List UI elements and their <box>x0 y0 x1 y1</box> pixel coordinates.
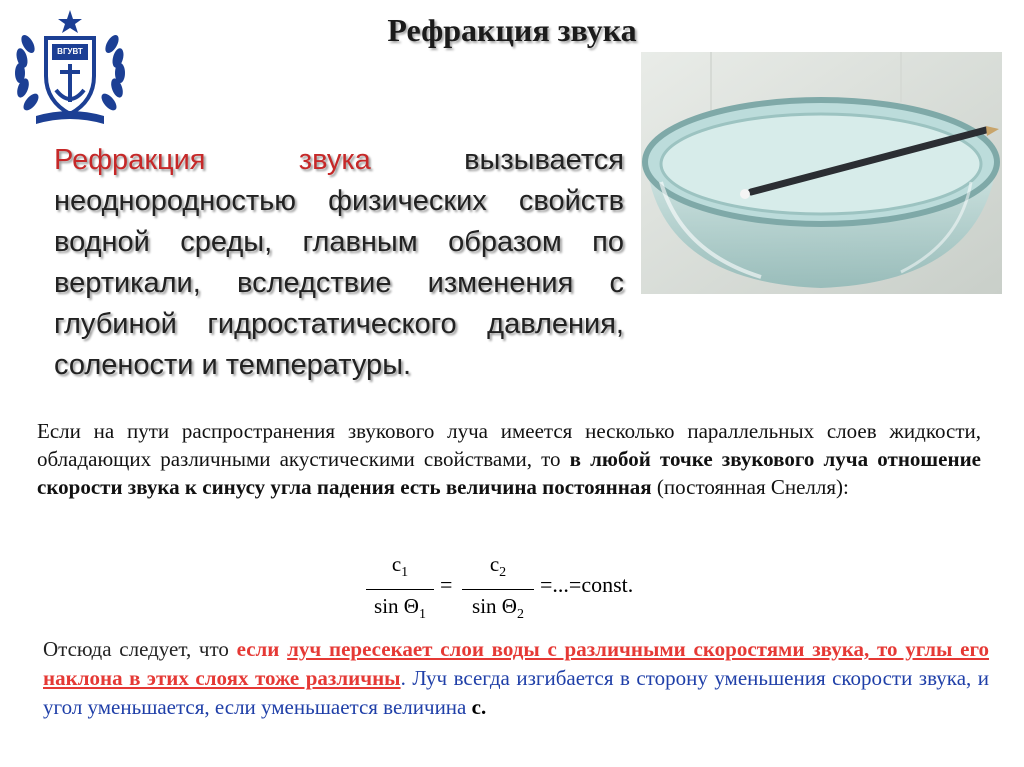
logo-text: ВГУВТ <box>57 47 83 56</box>
snell-text-2: (постоянная Снелля): <box>651 475 849 499</box>
snell-bold-text: в любой точке звукового луча отношение скорости звука к синусу угла падения есть величина постоянная <box>37 447 981 499</box>
fraction-2 <box>462 552 534 627</box>
fraction-1 <box>366 552 434 627</box>
snell-text-1: Если на пути распространения звукового луча имеется несколько параллельных слоев жидкости, обладающих различными акустическими свойствами, то <box>37 419 981 471</box>
conclusion-text-1: Отсюда следует, что <box>43 637 237 661</box>
bowl-photo <box>641 52 1002 294</box>
snell-paragraph <box>37 417 981 501</box>
equals-sign: = <box>440 572 453 597</box>
intro-rest: вызывается неоднородностью физических свойств водной среды, главным образом по вертикали, вследствие изменения с глубиной гидростатического давления, солености и температуры. <box>54 144 625 381</box>
fraction-2-numerator-sub: 2 <box>499 565 507 581</box>
fraction-2-denominator: sin Θ <box>472 594 517 619</box>
conclusion-red-text: если <box>236 637 288 661</box>
intro-paragraph <box>54 140 624 386</box>
fraction-1-denominator-sub: 1 <box>418 607 426 623</box>
conclusion-paragraph <box>43 635 989 722</box>
conclusion-text-2: . Луч всегда изгибается в сторону уменьшения скорости звука, и угол уменьшается, если уменьшается величина <box>43 666 989 719</box>
snell-formula <box>366 552 686 622</box>
slide-title: Рефракция звука <box>387 12 637 48</box>
conclusion-underlined-text: луч пересекает слои воды с различными скоростями звука, то углы его наклона в этих слоях тоже различны <box>43 637 989 690</box>
intro-lead: Рефракция звука <box>54 144 371 176</box>
fraction-2-numerator: c <box>489 552 500 576</box>
fraction-1-numerator: c <box>391 552 402 576</box>
conclusion-c-symbol: с. <box>471 695 487 719</box>
formula-tail: =...=const. <box>540 572 634 597</box>
fraction-1-denominator: sin Θ <box>374 594 419 619</box>
fraction-1-numerator-sub: 1 <box>401 565 409 581</box>
fraction-2-denominator-sub: 2 <box>516 607 524 623</box>
